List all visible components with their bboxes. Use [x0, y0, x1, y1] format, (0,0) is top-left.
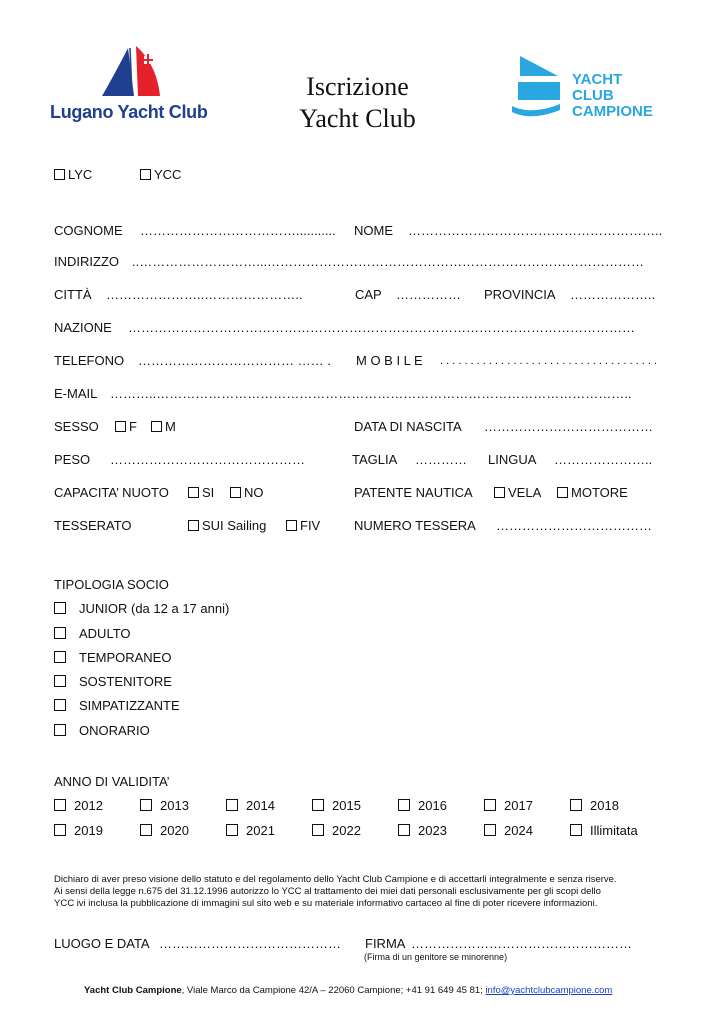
taglia-label: TAGLIA: [352, 452, 398, 467]
ycc-logo: [510, 54, 670, 124]
lyc-logo: [50, 44, 210, 126]
validita-heading: ANNO DI VALIDITA’: [54, 774, 170, 789]
tipologia-adulto-label: ADULTO: [79, 626, 131, 641]
email-label: E-MAIL: [54, 386, 98, 401]
tipologia-heading: TIPOLOGIA SOCIO: [54, 577, 169, 592]
footer: [84, 985, 612, 997]
choice-lyc-label: LYC: [68, 167, 93, 182]
year-2018-label: 2018: [590, 798, 619, 813]
peso-label: PESO: [54, 452, 91, 467]
patente-nautica-label: PATENTE NAUTICA: [354, 485, 473, 500]
provincia-field[interactable]: ………………..: [570, 287, 656, 302]
checkbox-year-2020[interactable]: [140, 824, 152, 836]
checkbox-year-2024[interactable]: [484, 824, 496, 836]
year-2023-label: 2023: [418, 823, 447, 838]
checkbox-year-2014[interactable]: [226, 799, 238, 811]
page-title-line1: Iscrizione: [306, 72, 409, 101]
provincia-label: PROVINCIA: [484, 287, 556, 302]
tesserato-label: TESSERATO: [54, 518, 132, 533]
checkbox-patente-motore[interactable]: [557, 487, 568, 498]
checkbox-temporaneo[interactable]: [54, 651, 66, 663]
telefono-field[interactable]: ……………………………… …… .: [138, 353, 331, 368]
checkbox-year-2021[interactable]: [226, 824, 238, 836]
sesso-label: SESSO: [54, 419, 99, 434]
lingua-label: LINGUA: [488, 452, 537, 467]
checkbox-sesso-f[interactable]: [115, 421, 126, 432]
disclaimer-line1: Dichiaro di aver preso visione dello statuto e del regolamento dello Yacht Club Campione e di accettarli integralmente e senza riserve.: [54, 874, 617, 885]
choice-lyc[interactable]: [54, 167, 92, 183]
numero-tessera-label: NUMERO TESSERA: [354, 518, 476, 533]
checkbox-junior[interactable]: [54, 602, 66, 614]
nuoto-no-label: NO: [244, 485, 264, 500]
patente-motore-label: MOTORE: [571, 485, 628, 500]
tipologia-junior-label: JUNIOR (da 12 a 17 anni): [79, 601, 230, 616]
data-nascita-field[interactable]: …………………………………: [484, 419, 653, 434]
footer-address: , Viale Marco da Campione 42/A – 22060 Campione; +41 91 649 45 81;: [181, 985, 486, 996]
year-2014-label: 2014: [246, 798, 275, 813]
sesso-f-option[interactable]: [115, 419, 137, 435]
nome-field[interactable]: …………………………………………………..: [408, 223, 663, 238]
peso-field[interactable]: ………………………………………: [110, 452, 305, 467]
sesso-m-option[interactable]: [151, 419, 176, 435]
firma-label: FIRMA: [365, 936, 406, 951]
lingua-field[interactable]: …………………..: [554, 452, 653, 467]
checkbox-ycc[interactable]: [140, 169, 151, 180]
mobile-label: M O B I L E: [356, 353, 423, 368]
checkbox-year-2019[interactable]: [54, 824, 66, 836]
checkbox-patente-vela[interactable]: [494, 487, 505, 498]
email-field[interactable]: ………..………………………………………………………………………………………………..: [110, 386, 632, 401]
year-2016-label: 2016: [418, 798, 447, 813]
checkbox-tess-fiv[interactable]: [286, 520, 297, 531]
illimitata-label: Illimitata: [590, 823, 638, 838]
checkbox-tess-sui[interactable]: [188, 520, 199, 531]
firma-field[interactable]: ……………………………………………: [411, 936, 632, 951]
nazione-field[interactable]: ………………………………………………………………………………………………………: [128, 320, 635, 335]
disclaimer-line2: Ai sensi della legge n.675 del 31.12.1996 autorizzo lo YCC al trattamento dei miei dati personali esclusivamente per gli scopi dello: [54, 886, 601, 897]
checkbox-onorario[interactable]: [54, 724, 66, 736]
indirizzo-field[interactable]: ..………………………...……………………………………………………………………………: [132, 254, 645, 269]
telefono-label: TELEFONO: [54, 353, 125, 368]
choice-ycc-label: YCC: [154, 167, 182, 182]
checkbox-nuoto-no[interactable]: [230, 487, 241, 498]
year-2021-label: 2021: [246, 823, 275, 838]
checkbox-year-2022[interactable]: [312, 824, 324, 836]
checkbox-lyc[interactable]: [54, 169, 65, 180]
footer-email-link[interactable]: info@yachtclubcampione.com: [485, 985, 613, 996]
nuoto-si-option[interactable]: [188, 485, 214, 501]
checkbox-year-2012[interactable]: [54, 799, 66, 811]
nazione-label: NAZIONE: [54, 320, 112, 335]
nome-label: NOME: [354, 223, 393, 238]
checkbox-year-2018[interactable]: [570, 799, 582, 811]
footer-club-name: Yacht Club Campione: [84, 985, 182, 996]
mobile-field[interactable]: . . . . . . . . . . . . . . . . . . . . . . . . . . . . . . . . . . . .: [440, 355, 657, 367]
tipologia-onorario-label: ONORARIO: [79, 723, 150, 738]
tess-sui-label: SUI Sailing: [202, 518, 267, 533]
checkbox-sostenitore[interactable]: [54, 675, 66, 687]
choice-ycc[interactable]: [140, 167, 181, 183]
citta-label: CITTÀ: [54, 287, 92, 302]
luogo-data-label: LUOGO E DATA: [54, 936, 150, 951]
year-2013-label: 2013: [160, 798, 189, 813]
sesso-m-label: M: [165, 419, 176, 434]
indirizzo-label: INDIRIZZO: [54, 254, 119, 269]
lyc-sail-icon: [50, 44, 210, 100]
ycc-logo-line2: CLUB: [572, 87, 614, 104]
year-2015-label: 2015: [332, 798, 361, 813]
checkbox-year-2017[interactable]: [484, 799, 496, 811]
year-2019-label: 2019: [74, 823, 103, 838]
tess-fiv-label: FIV: [300, 518, 321, 533]
nuoto-si-label: SI: [202, 485, 215, 500]
ycc-logo-line1: YACHT: [572, 71, 623, 88]
firma-note: (Firma di un genitore se minorenne): [364, 952, 508, 962]
tipologia-sostenitore-label: SOSTENITORE: [79, 674, 172, 689]
numero-tessera-field[interactable]: ………………………………: [496, 518, 652, 533]
tipologia-simpatizzante-label: SIMPATIZZANTE: [79, 698, 180, 713]
luogo-data-field[interactable]: ……………………………………: [159, 936, 341, 951]
checkbox-adulto[interactable]: [54, 627, 66, 639]
ycc-sail-icon: [510, 54, 570, 120]
ycc-logo-line3: CAMPIONE: [572, 103, 653, 120]
cognome-field[interactable]: ………………………………...........: [140, 223, 336, 238]
tipologia-temporaneo-label: TEMPORANEO: [79, 650, 172, 665]
checkbox-year-2023[interactable]: [398, 824, 410, 836]
patente-vela-label: VELA: [508, 485, 542, 500]
capacita-nuoto-label: CAPACITA’ NUOTO: [54, 485, 169, 500]
sesso-f-label: F: [129, 419, 137, 434]
taglia-field[interactable]: …………: [415, 452, 467, 467]
year-2012-label: 2012: [74, 798, 103, 813]
checkbox-year-2015[interactable]: [312, 799, 324, 811]
checkbox-year-2016[interactable]: [398, 799, 410, 811]
year-2020-label: 2020: [160, 823, 189, 838]
checkbox-nuoto-si[interactable]: [188, 487, 199, 498]
tess-fiv-option[interactable]: [286, 518, 320, 534]
cap-label: CAP: [355, 287, 382, 302]
patente-motore-option[interactable]: [557, 485, 628, 501]
cognome-label: COGNOME: [54, 223, 123, 238]
data-nascita-label: DATA DI NASCITA: [354, 419, 462, 434]
checkbox-simpatizzante[interactable]: [54, 699, 66, 711]
year-2024-label: 2024: [504, 823, 533, 838]
tess-sui-option[interactable]: [188, 518, 266, 534]
checkbox-year-2013[interactable]: [140, 799, 152, 811]
patente-vela-option[interactable]: [494, 485, 541, 501]
checkbox-illimitata[interactable]: [570, 824, 582, 836]
nuoto-no-option[interactable]: [230, 485, 264, 501]
year-2022-label: 2022: [332, 823, 361, 838]
checkbox-sesso-m[interactable]: [151, 421, 162, 432]
lyc-logo-text: Lugano Yacht Club: [50, 102, 208, 122]
citta-field[interactable]: …………………..…………………..: [106, 287, 303, 302]
cap-field[interactable]: ……………: [396, 287, 461, 302]
page-title-line2: Yacht Club: [299, 104, 416, 133]
year-2017-label: 2017: [504, 798, 533, 813]
disclaimer-line3: YCC ivi inclusa la pubblicazione di immagini sul sito web e su materiale informativo cartaceo al fine di poter ricevere informazioni.: [54, 898, 598, 909]
